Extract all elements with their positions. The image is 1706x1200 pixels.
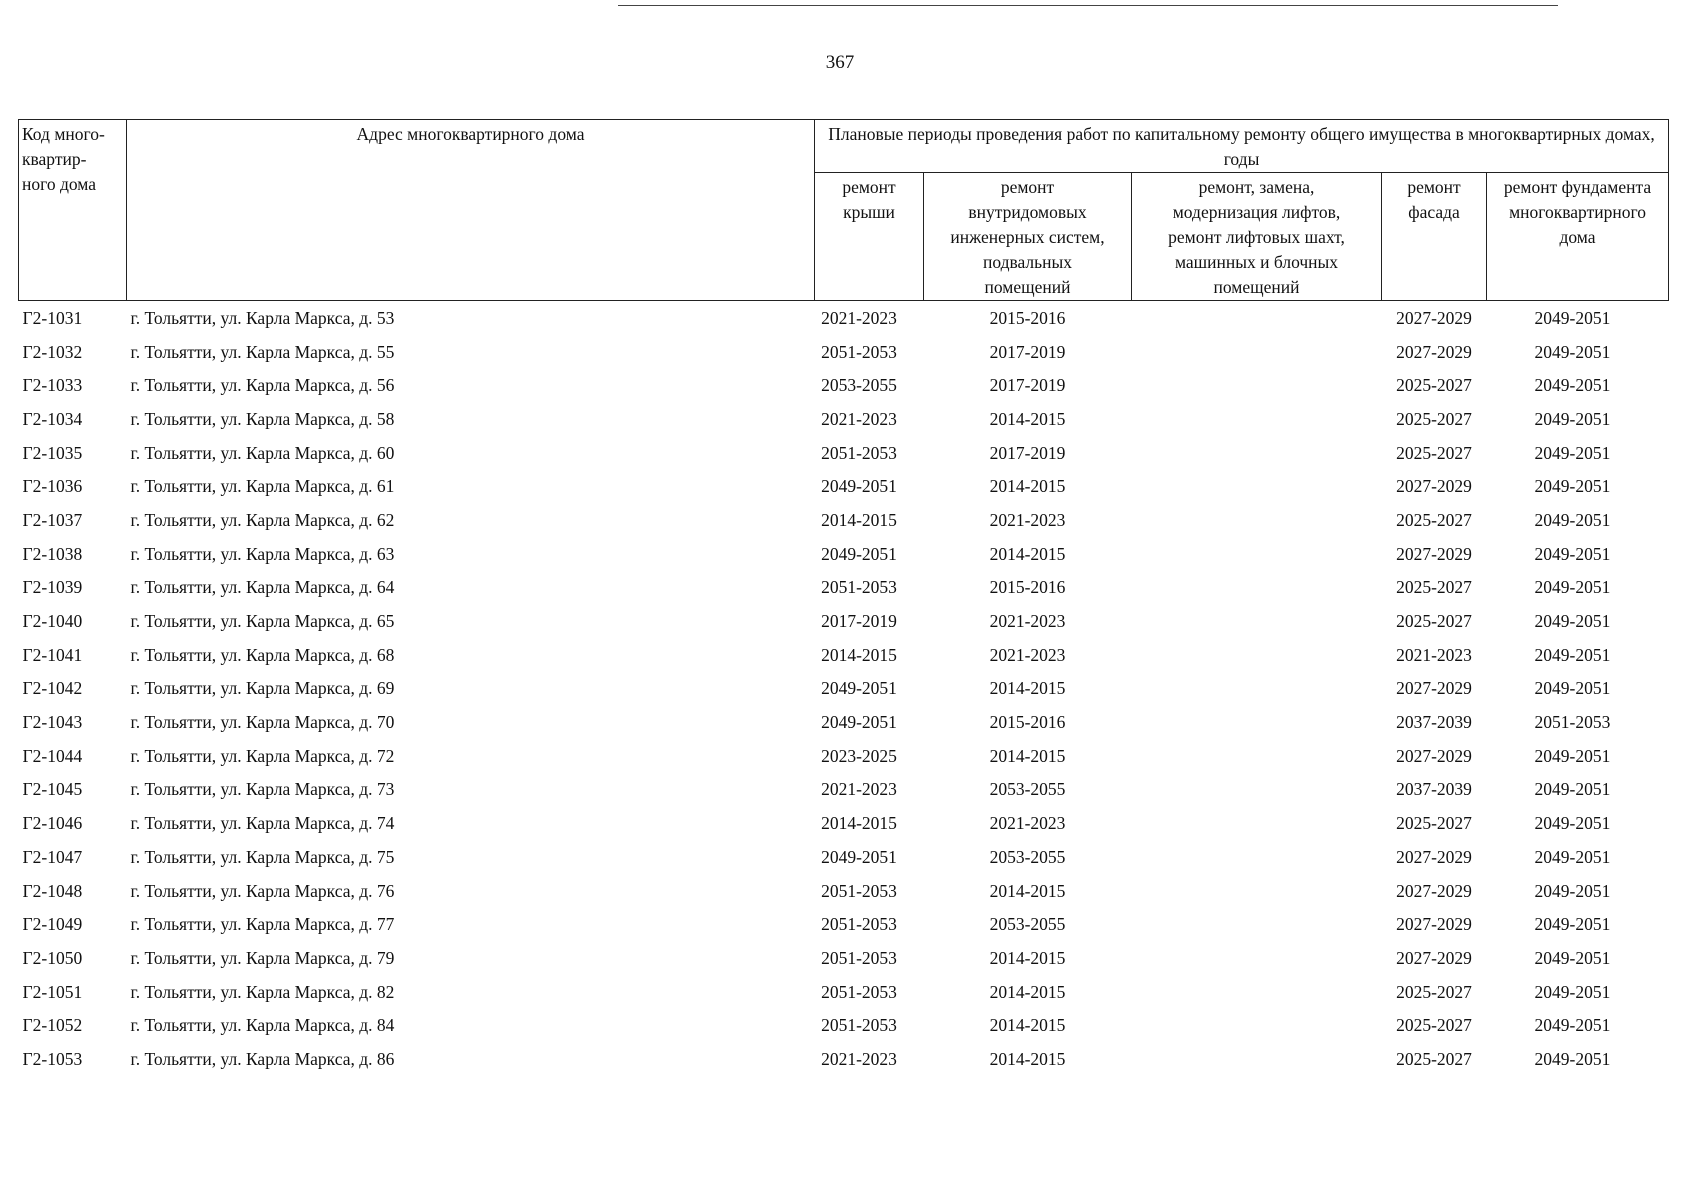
cell-engineering: 2017-2019 bbox=[989, 375, 1066, 396]
cell-roof: 2051-2053 bbox=[821, 442, 897, 463]
cell-code: Г2-1045 bbox=[22, 779, 83, 800]
cell-code: Г2-1032 bbox=[22, 341, 83, 362]
page-number: 367 bbox=[825, 52, 855, 73]
cell-address: г. Тольятти, ул. Карла Маркса, д. 72 bbox=[130, 745, 395, 766]
cell-roof: 2021-2023 bbox=[821, 779, 897, 800]
cell-code: Г2-1041 bbox=[22, 644, 83, 665]
cell-engineering: 2014-2015 bbox=[989, 981, 1066, 1002]
cell-elevators bbox=[1132, 874, 1382, 908]
cell-roof: 2021-2023 bbox=[821, 1048, 897, 1069]
table-row bbox=[19, 368, 1669, 402]
cell-foundation: 2049-2051 bbox=[1534, 914, 1611, 935]
table-row bbox=[19, 469, 1669, 503]
cell-foundation: 2049-2051 bbox=[1534, 846, 1611, 867]
cell-address: г. Тольятти, ул. Карла Маркса, д. 58 bbox=[130, 408, 395, 429]
cell-facade: 2025-2027 bbox=[1396, 375, 1472, 396]
cell-facade: 2025-2027 bbox=[1396, 981, 1472, 1002]
cell-foundation: 2049-2051 bbox=[1534, 476, 1611, 497]
cell-engineering: 2014-2015 bbox=[989, 678, 1066, 699]
cell-engineering: 2053-2055 bbox=[989, 846, 1066, 867]
cell-roof: 2051-2053 bbox=[821, 981, 897, 1002]
cell-facade: 2025-2027 bbox=[1396, 611, 1472, 632]
cell-facade: 2025-2027 bbox=[1396, 1048, 1472, 1069]
cell-address: г. Тольятти, ул. Карла Маркса, д. 77 bbox=[130, 914, 395, 935]
cell-foundation: 2049-2051 bbox=[1534, 981, 1611, 1002]
cell-foundation: 2049-2051 bbox=[1534, 408, 1611, 429]
cell-engineering: 2017-2019 bbox=[989, 442, 1066, 463]
cell-roof: 2021-2023 bbox=[821, 307, 897, 328]
cell-code: Г2-1040 bbox=[22, 611, 83, 632]
table-row bbox=[19, 840, 1669, 874]
cell-roof: 2014-2015 bbox=[821, 509, 897, 530]
table-row bbox=[19, 537, 1669, 571]
cell-elevators bbox=[1132, 806, 1382, 840]
table-row bbox=[19, 503, 1669, 537]
cell-code: Г2-1047 bbox=[22, 846, 83, 867]
cell-facade: 2025-2027 bbox=[1396, 813, 1472, 834]
cell-code: Г2-1043 bbox=[22, 712, 83, 733]
table-row bbox=[19, 975, 1669, 1009]
cell-elevators bbox=[1132, 941, 1382, 975]
cell-facade: 2027-2029 bbox=[1396, 341, 1472, 362]
cell-roof: 2049-2051 bbox=[821, 543, 897, 564]
cell-roof: 2051-2053 bbox=[821, 341, 897, 362]
header-address: Адрес многоквартирного дома bbox=[127, 120, 815, 301]
cell-facade: 2025-2027 bbox=[1396, 442, 1472, 463]
cell-facade: 2027-2029 bbox=[1396, 914, 1472, 935]
cell-address: г. Тольятти, ул. Карла Маркса, д. 53 bbox=[130, 307, 395, 328]
cell-roof: 2017-2019 bbox=[821, 611, 897, 632]
table-row bbox=[19, 1008, 1669, 1042]
cell-elevators bbox=[1132, 840, 1382, 874]
header-elevators: ремонт, замена, модернизация лифтов, ремонт лифтовых шахт, машинных и блочных помещений bbox=[1132, 173, 1382, 301]
cell-engineering: 2014-2015 bbox=[989, 1048, 1066, 1069]
cell-address: г. Тольятти, ул. Карла Маркса, д. 82 bbox=[130, 981, 395, 1002]
cell-address: г. Тольятти, ул. Карла Маркса, д. 76 bbox=[130, 880, 395, 901]
cell-elevators bbox=[1132, 571, 1382, 605]
cell-address: г. Тольятти, ул. Карла Маркса, д. 56 bbox=[130, 375, 395, 396]
cell-engineering: 2014-2015 bbox=[989, 947, 1066, 968]
table-row bbox=[19, 941, 1669, 975]
cell-roof: 2051-2053 bbox=[821, 914, 897, 935]
cell-engineering: 2015-2016 bbox=[989, 307, 1066, 328]
cell-foundation: 2049-2051 bbox=[1534, 947, 1611, 968]
table-body bbox=[19, 301, 1669, 1076]
cell-facade: 2037-2039 bbox=[1396, 779, 1472, 800]
cell-elevators bbox=[1132, 402, 1382, 436]
cell-engineering: 2017-2019 bbox=[989, 341, 1066, 362]
table-row bbox=[19, 739, 1669, 773]
cell-address: г. Тольятти, ул. Карла Маркса, д. 69 bbox=[130, 678, 395, 699]
cell-engineering: 2014-2015 bbox=[989, 543, 1066, 564]
cell-foundation: 2049-2051 bbox=[1534, 611, 1611, 632]
cell-foundation: 2049-2051 bbox=[1534, 375, 1611, 396]
cell-engineering: 2021-2023 bbox=[989, 611, 1066, 632]
cell-roof: 2014-2015 bbox=[821, 813, 897, 834]
cell-address: г. Тольятти, ул. Карла Маркса, д. 70 bbox=[130, 712, 395, 733]
cell-elevators bbox=[1132, 975, 1382, 1009]
cell-code: Г2-1044 bbox=[22, 745, 83, 766]
cell-code: Г2-1031 bbox=[22, 307, 83, 328]
cell-code: Г2-1049 bbox=[22, 914, 83, 935]
table-row bbox=[19, 672, 1669, 706]
table-row bbox=[19, 705, 1669, 739]
cell-elevators bbox=[1132, 773, 1382, 807]
cell-facade: 2027-2029 bbox=[1396, 880, 1472, 901]
cell-elevators bbox=[1132, 469, 1382, 503]
cell-foundation: 2049-2051 bbox=[1534, 341, 1611, 362]
cell-address: г. Тольятти, ул. Карла Маркса, д. 73 bbox=[130, 779, 395, 800]
cell-foundation: 2049-2051 bbox=[1534, 779, 1611, 800]
cell-elevators bbox=[1132, 537, 1382, 571]
header-roof: ремонт крыши bbox=[815, 173, 924, 301]
cell-engineering: 2014-2015 bbox=[989, 476, 1066, 497]
cell-facade: 2027-2029 bbox=[1396, 678, 1472, 699]
cell-foundation: 2049-2051 bbox=[1534, 813, 1611, 834]
cell-foundation: 2051-2053 bbox=[1534, 712, 1611, 733]
cell-facade: 2027-2029 bbox=[1396, 543, 1472, 564]
header-code: Код много- квартир- ного дома bbox=[19, 120, 127, 301]
cell-code: Г2-1052 bbox=[22, 1015, 83, 1036]
cell-address: г. Тольятти, ул. Карла Маркса, д. 79 bbox=[130, 947, 395, 968]
cell-roof: 2051-2053 bbox=[821, 947, 897, 968]
cell-address: г. Тольятти, ул. Карла Маркса, д. 84 bbox=[130, 1015, 395, 1036]
cell-code: Г2-1051 bbox=[22, 981, 83, 1002]
cell-elevators bbox=[1132, 301, 1382, 335]
cell-roof: 2051-2053 bbox=[821, 880, 897, 901]
cell-address: г. Тольятти, ул. Карла Маркса, д. 65 bbox=[130, 611, 395, 632]
cell-code: Г2-1035 bbox=[22, 442, 83, 463]
cell-elevators bbox=[1132, 1042, 1382, 1076]
cell-engineering: 2014-2015 bbox=[989, 408, 1066, 429]
cell-foundation: 2049-2051 bbox=[1534, 1048, 1611, 1069]
cell-engineering: 2021-2023 bbox=[989, 813, 1066, 834]
table-row bbox=[19, 335, 1669, 369]
repair-schedule-table bbox=[18, 119, 1669, 1076]
cell-elevators bbox=[1132, 503, 1382, 537]
cell-elevators bbox=[1132, 436, 1382, 470]
cell-engineering: 2021-2023 bbox=[989, 509, 1066, 530]
cell-code: Г2-1036 bbox=[22, 476, 83, 497]
table-row bbox=[19, 638, 1669, 672]
cell-elevators bbox=[1132, 604, 1382, 638]
cell-engineering: 2021-2023 bbox=[989, 644, 1066, 665]
cell-engineering: 2053-2055 bbox=[989, 914, 1066, 935]
cell-facade: 2027-2029 bbox=[1396, 476, 1472, 497]
cell-engineering: 2015-2016 bbox=[989, 712, 1066, 733]
cell-address: г. Тольятти, ул. Карла Маркса, д. 63 bbox=[130, 543, 395, 564]
cell-engineering: 2053-2055 bbox=[989, 779, 1066, 800]
cell-code: Г2-1033 bbox=[22, 375, 83, 396]
cell-elevators bbox=[1132, 907, 1382, 941]
cell-roof: 2049-2051 bbox=[821, 678, 897, 699]
cell-facade: 2027-2029 bbox=[1396, 947, 1472, 968]
cell-address: г. Тольятти, ул. Карла Маркса, д. 61 bbox=[130, 476, 395, 497]
cell-facade: 2025-2027 bbox=[1396, 509, 1472, 530]
cell-facade: 2021-2023 bbox=[1396, 644, 1472, 665]
table-row bbox=[19, 773, 1669, 807]
table-row bbox=[19, 571, 1669, 605]
table-row bbox=[19, 874, 1669, 908]
cell-facade: 2027-2029 bbox=[1396, 846, 1472, 867]
cell-elevators bbox=[1132, 705, 1382, 739]
cell-roof: 2023-2025 bbox=[821, 745, 897, 766]
cell-engineering: 2014-2015 bbox=[989, 880, 1066, 901]
header-facade: ремонт фасада bbox=[1382, 173, 1487, 301]
cell-address: г. Тольятти, ул. Карла Маркса, д. 68 bbox=[130, 644, 395, 665]
cell-roof: 2051-2053 bbox=[821, 577, 897, 598]
cell-code: Г2-1034 bbox=[22, 408, 83, 429]
cell-foundation: 2049-2051 bbox=[1534, 509, 1611, 530]
cell-elevators bbox=[1132, 739, 1382, 773]
cell-roof: 2051-2053 bbox=[821, 1015, 897, 1036]
cell-facade: 2025-2027 bbox=[1396, 577, 1472, 598]
cell-foundation: 2049-2051 bbox=[1534, 644, 1611, 665]
table-header bbox=[19, 120, 1669, 301]
cell-elevators bbox=[1132, 638, 1382, 672]
top-rule bbox=[618, 5, 1558, 6]
cell-elevators bbox=[1132, 672, 1382, 706]
cell-facade: 2025-2027 bbox=[1396, 408, 1472, 429]
cell-code: Г2-1039 bbox=[22, 577, 83, 598]
table-row bbox=[19, 1042, 1669, 1076]
cell-address: г. Тольятти, ул. Карла Маркса, д. 75 bbox=[130, 846, 395, 867]
header-foundation: ремонт фундамента многоквартирного дома bbox=[1487, 173, 1669, 301]
table-row bbox=[19, 301, 1669, 335]
cell-facade: 2027-2029 bbox=[1396, 307, 1472, 328]
cell-code: Г2-1050 bbox=[22, 947, 83, 968]
cell-address: г. Тольятти, ул. Карла Маркса, д. 55 bbox=[130, 341, 395, 362]
cell-address: г. Тольятти, ул. Карла Маркса, д. 74 bbox=[130, 813, 395, 834]
cell-foundation: 2049-2051 bbox=[1534, 577, 1611, 598]
cell-elevators bbox=[1132, 335, 1382, 369]
cell-facade: 2037-2039 bbox=[1396, 712, 1472, 733]
cell-foundation: 2049-2051 bbox=[1534, 678, 1611, 699]
cell-roof: 2049-2051 bbox=[821, 476, 897, 497]
cell-roof: 2049-2051 bbox=[821, 846, 897, 867]
table-row bbox=[19, 907, 1669, 941]
cell-code: Г2-1037 bbox=[22, 509, 83, 530]
cell-code: Г2-1046 bbox=[22, 813, 83, 834]
header-engineering: ремонт внутридомовых инженерных систем, подвальных помещений bbox=[924, 173, 1132, 301]
cell-address: г. Тольятти, ул. Карла Маркса, д. 60 bbox=[130, 442, 395, 463]
cell-engineering: 2014-2015 bbox=[989, 1015, 1066, 1036]
cell-foundation: 2049-2051 bbox=[1534, 543, 1611, 564]
cell-engineering: 2014-2015 bbox=[989, 745, 1066, 766]
cell-facade: 2027-2029 bbox=[1396, 745, 1472, 766]
cell-roof: 2049-2051 bbox=[821, 712, 897, 733]
table-row bbox=[19, 604, 1669, 638]
cell-roof: 2021-2023 bbox=[821, 408, 897, 429]
cell-elevators bbox=[1132, 1008, 1382, 1042]
table-row bbox=[19, 806, 1669, 840]
cell-roof: 2014-2015 bbox=[821, 644, 897, 665]
cell-address: г. Тольятти, ул. Карла Маркса, д. 86 bbox=[130, 1048, 395, 1069]
table-row bbox=[19, 436, 1669, 470]
table-row bbox=[19, 402, 1669, 436]
header-planned-periods: Плановые периоды проведения работ по капитальному ремонту общего имущества в многоквартирных домах, годы bbox=[815, 120, 1669, 173]
cell-foundation: 2049-2051 bbox=[1534, 307, 1611, 328]
cell-engineering: 2015-2016 bbox=[989, 577, 1066, 598]
cell-elevators bbox=[1132, 368, 1382, 402]
cell-address: г. Тольятти, ул. Карла Маркса, д. 62 bbox=[130, 509, 395, 530]
cell-roof: 2053-2055 bbox=[821, 375, 897, 396]
cell-code: Г2-1038 bbox=[22, 543, 83, 564]
cell-address: г. Тольятти, ул. Карла Маркса, д. 64 bbox=[130, 577, 395, 598]
cell-foundation: 2049-2051 bbox=[1534, 880, 1611, 901]
cell-foundation: 2049-2051 bbox=[1534, 1015, 1611, 1036]
cell-facade: 2025-2027 bbox=[1396, 1015, 1472, 1036]
cell-code: Г2-1042 bbox=[22, 678, 83, 699]
cell-code: Г2-1048 bbox=[22, 880, 83, 901]
cell-code: Г2-1053 bbox=[22, 1048, 83, 1069]
cell-foundation: 2049-2051 bbox=[1534, 442, 1611, 463]
cell-foundation: 2049-2051 bbox=[1534, 745, 1611, 766]
